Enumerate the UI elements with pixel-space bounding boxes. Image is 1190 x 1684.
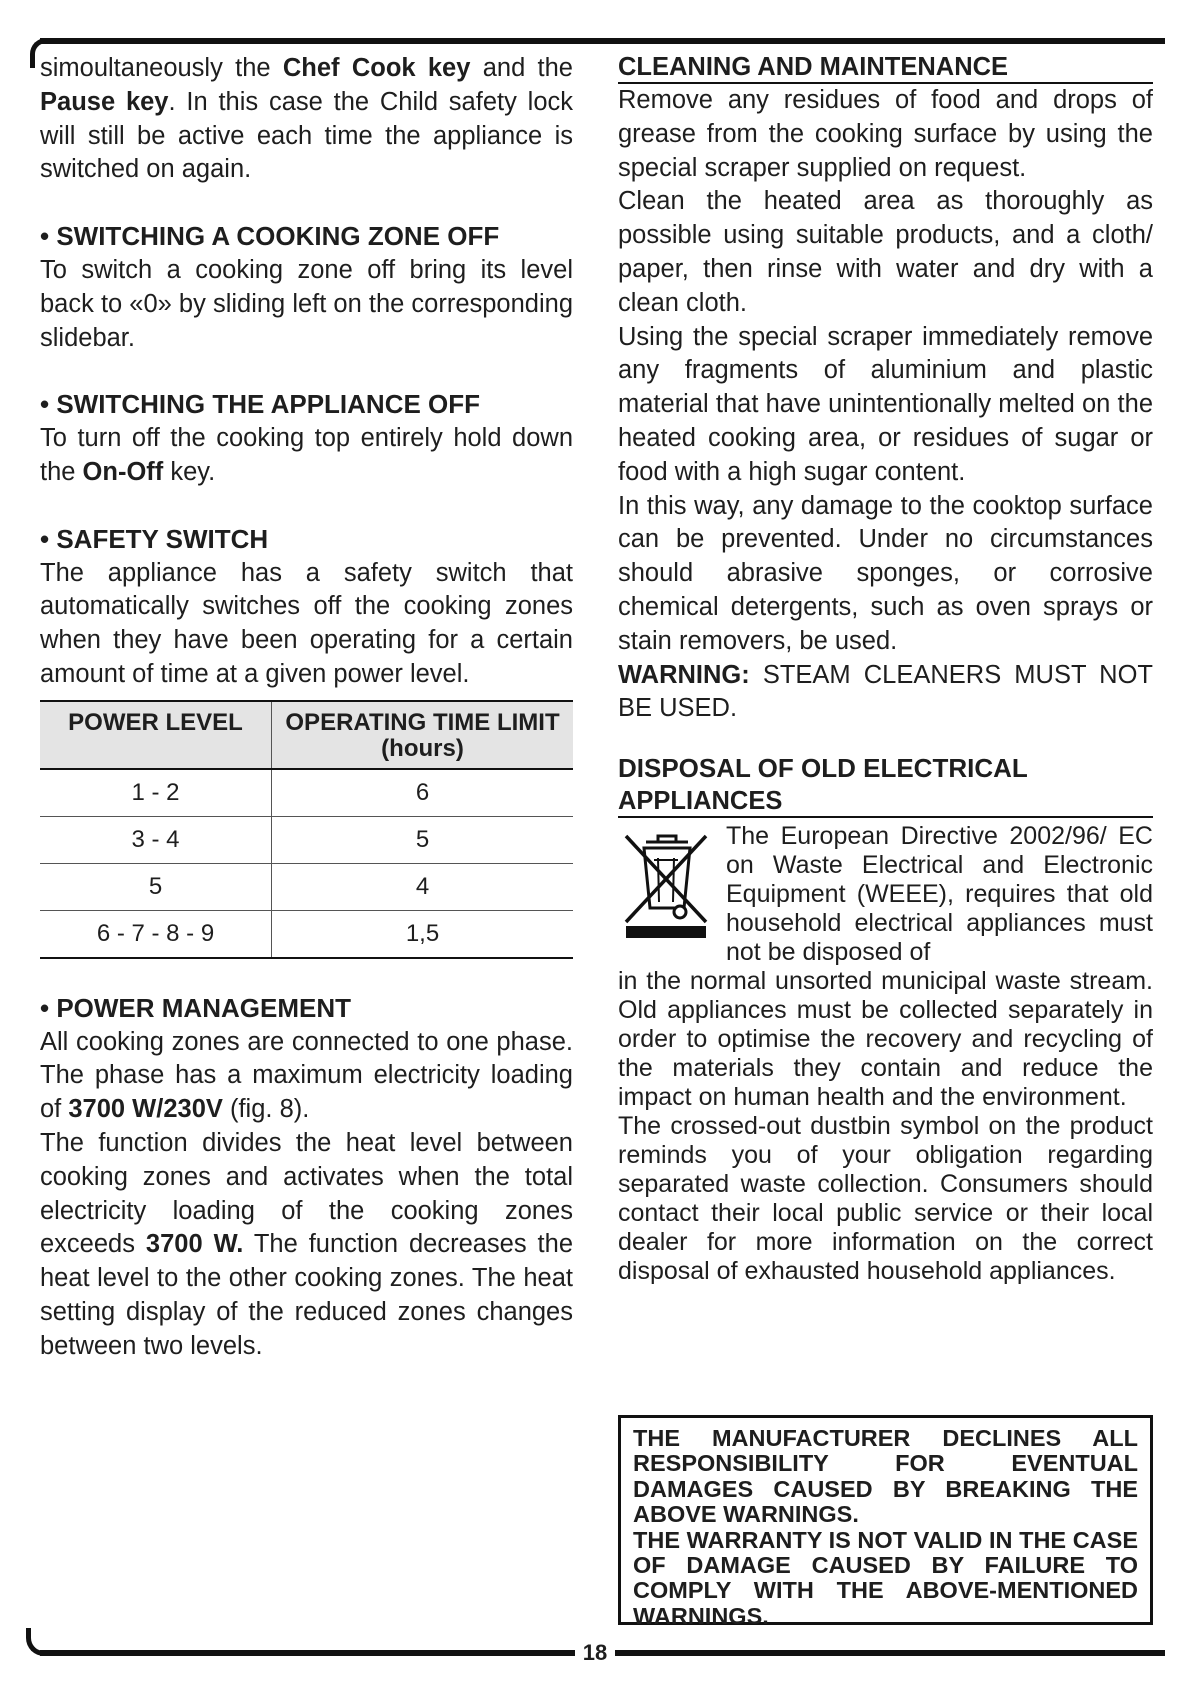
dustbin-symbol-paragraph: The crossed-out dustbin symbol on the product reminds you of your obligation regarding separated waste collection. Consumers should contact their local public service or their local dealer for more information on the correct disposal of exhausted household appliances. <box>618 1111 1153 1285</box>
weee-paragraph-wrapped: The European Directive 2002/96/ EC on Waste Electrical and Electronic Equipment (WEEE), requires that old household electrical appliances must not be disposed of <box>726 821 1153 966</box>
zone-off-heading: • SWITCHING A COOKING ZONE OFF <box>40 221 500 252</box>
cleaning-heading: CLEANING AND MAINTENANCE <box>618 52 1153 84</box>
table-row <box>40 769 573 817</box>
cell-time: 1,5 <box>272 910 574 958</box>
weee-block <box>618 822 1153 967</box>
right-column <box>618 52 1153 1286</box>
manufacturer-disclaimer-box <box>618 1415 1153 1629</box>
cleaning-p4: In this way, any damage to the cooktop surface can be prevented. Under no circumstances should abrasive sponges, or corrosive chemical detergents, such as oven sprays or stain removers, be used. <box>618 491 1153 655</box>
table-row <box>40 863 573 910</box>
appliance-off-body: To turn off the cooking top entirely hold down the On-Off key. <box>40 424 573 486</box>
table-header-operating-time: OPERATING TIME LIMIT (hours) <box>272 701 574 769</box>
top-rule <box>40 38 1165 44</box>
bottom-rule-left <box>40 1650 575 1656</box>
power-level-table <box>40 700 573 959</box>
cleaning-p1: Remove any residues of food and drops of grease from the cooking surface by using the special scraper supplied on request. <box>618 86 1153 182</box>
safety-switch-body: The appliance has a safety switch that automatically switches off the cooking zones when they have been operating for a certain amount of time at a given power level. <box>40 558 573 688</box>
bottom-rule-right <box>615 1650 1165 1656</box>
cell-level: 3 - 4 <box>40 816 272 863</box>
cleaning-p2: Clean the heated area as thoroughly as possible using suitable products, and a cloth/ paper, then rinse with water and dry with a clean cloth. <box>618 187 1153 317</box>
weee-paragraph-continued: in the normal unsorted municipal waste stream. Old appliances must be collected separately in order to optimise the recovery and recycling of the materials they contain and reduce the impact on human health and the environment. <box>618 966 1153 1111</box>
crossed-out-wheelie-bin-icon <box>618 822 726 967</box>
intro-paragraph: simoultaneously the Chef Cook key and the Pause key. In this case the Child safety lock will still be active each time the appliance is switched on again. <box>40 54 574 184</box>
power-management-p2: The function divides the heat level between cooking zones and activates when the total electricity loading of the cooking zones exceeds 3700 W. The function decreases the heat level to the other cooking zones. The heat setting display of the reduced zones changes between two levels. <box>40 1128 574 1360</box>
left-column <box>40 52 573 1364</box>
table-header-power-level: POWER LEVEL <box>40 701 272 769</box>
disposal-heading-line2: APPLIANCES <box>618 786 1153 818</box>
cell-time: 6 <box>272 769 574 817</box>
cell-level: 5 <box>40 863 272 910</box>
disclaimer-responsibility: THE MANUFACTURER DECLINES ALL RESPONSIBILITY FOR EVENTUAL DAMAGES CAUSED BY BREAKING THE ABOVE WARNINGS. <box>633 1425 1138 1528</box>
cell-level: 6 - 7 - 8 - 9 <box>40 910 272 958</box>
cleaning-p3: Using the special scraper immediately remove any fragments of aluminium and plastic material that have unintentionally melted on the heated cooking area, or residues of sugar or food with a high sugar content. <box>618 322 1153 486</box>
disclaimer-warranty: THE WARRANTY IS NOT VALID IN THE CASE OF DAMAGE CAUSED BY FAILURE TO COMPLY WITH THE ABOVE-MENTIONED WARNINGS. <box>633 1526 1138 1629</box>
table-row <box>40 910 573 958</box>
cell-time: 5 <box>272 816 574 863</box>
cell-level: 1 - 2 <box>40 769 272 817</box>
zone-off-body: To switch a cooking zone off bring its level back to «0» by sliding left on the corresponding slidebar. <box>40 255 574 352</box>
table-row <box>40 816 573 863</box>
cleaning-warning: WARNING: STEAM CLEANERS MUST NOT BE USED. <box>618 660 1153 723</box>
power-management-p1: All cooking zones are connected to one phase. The phase has a maximum electricity loading of 3700 W/230V (fig. 8). <box>40 1027 573 1124</box>
disposal-heading-line1: DISPOSAL OF OLD ELECTRICAL <box>618 753 1028 784</box>
cell-time: 4 <box>272 863 574 910</box>
safety-switch-heading: • SAFETY SWITCH <box>40 523 269 554</box>
page-number: 18 <box>582 1640 608 1665</box>
power-management-heading: • POWER MANAGEMENT <box>40 992 351 1023</box>
appliance-off-heading: • SWITCHING THE APPLIANCE OFF <box>40 389 481 420</box>
